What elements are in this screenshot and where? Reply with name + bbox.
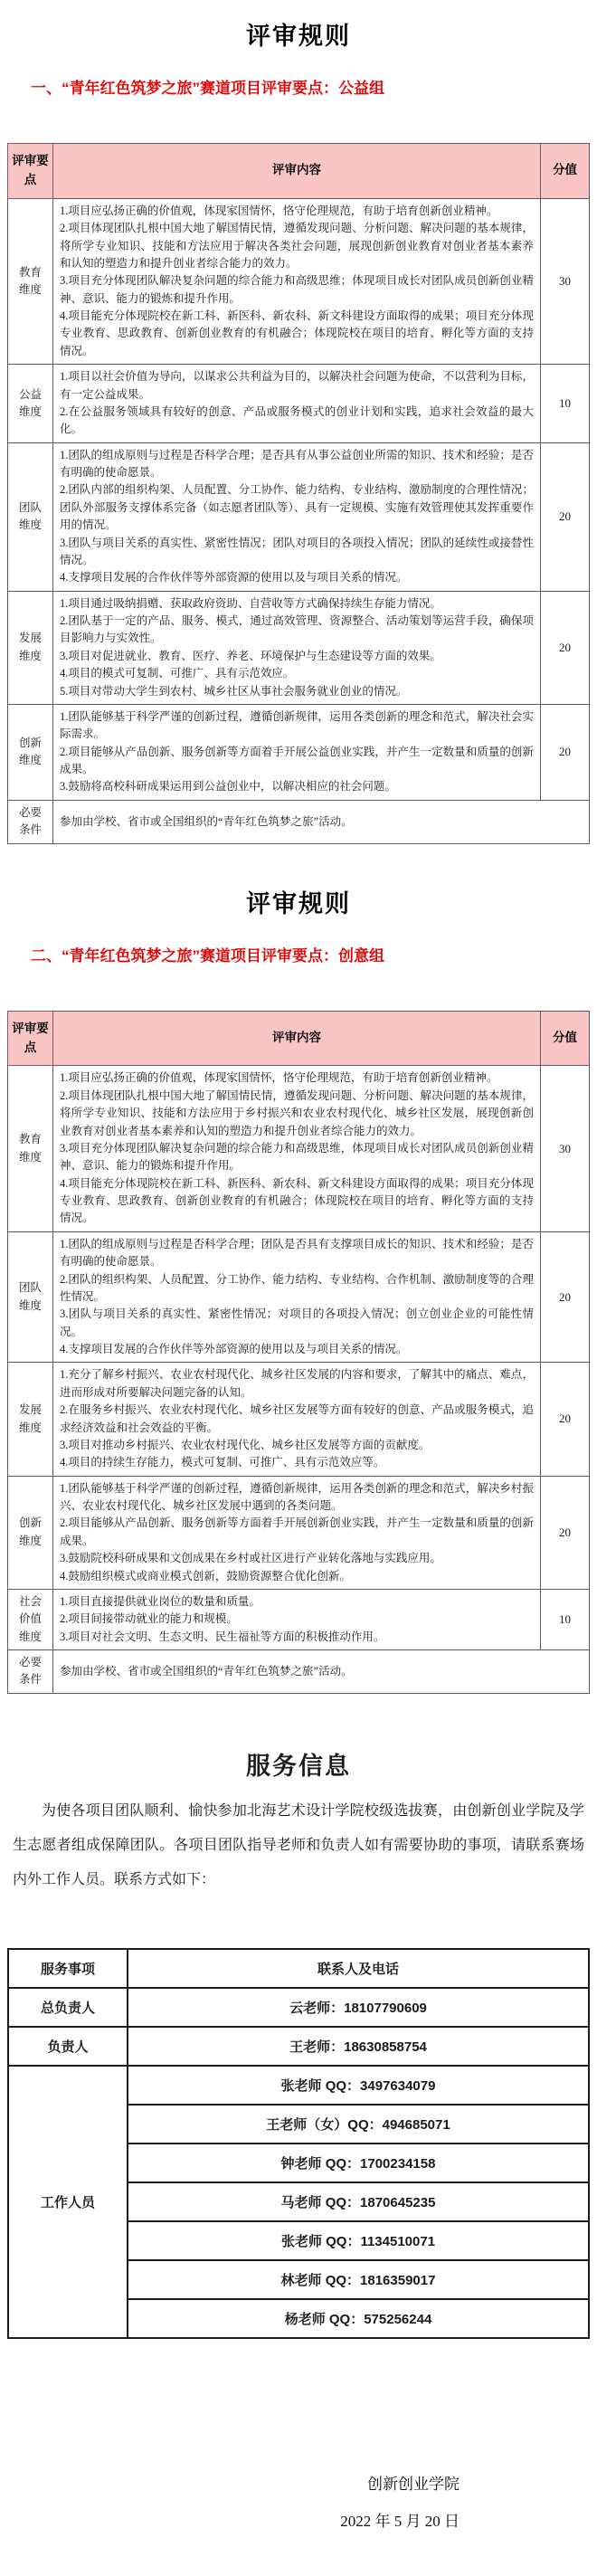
table-row bbox=[8, 1231, 590, 1363]
criteria-point: 发展维度 bbox=[18, 1403, 42, 1434]
criteria-point: 必要条件 bbox=[18, 1656, 42, 1687]
criteria-item: 4.项目能充分体现院校在新工科、新医科、新农科、新文科建设方面取得的成果；项目充分体现专业教育、思政教育、创新创业教育的有机融合；体现院校在项目的培育、孵化等方面的支持情况。 bbox=[60, 309, 534, 357]
criteria-point: 团队维度 bbox=[18, 1281, 42, 1312]
score-value: 30 bbox=[541, 198, 590, 364]
table-row bbox=[8, 1650, 590, 1694]
criteria-item: 1.项目通过吸纳捐赠、获取政府资助、自营收等方式确保持续生存能力情况。 bbox=[60, 596, 441, 610]
criteria-point: 团队维度 bbox=[18, 500, 42, 532]
criteria-point: 社会价值维度 bbox=[18, 1594, 42, 1643]
criteria-item: 2.项目能够从产品创新、服务创新等方面着手开展公益创业实践，并产生一定数量和质量的创新成果。 bbox=[60, 745, 534, 776]
contact-value: 杨老师 QQ：575256244 bbox=[128, 2299, 589, 2338]
contact-row bbox=[8, 2027, 589, 2066]
criteria-item: 5.项目对带动大学生到农村、城乡社区从事社会服务就业创业的情况。 bbox=[60, 684, 408, 698]
contact-role: 总负责人 bbox=[8, 1988, 128, 2027]
criteria-point: 创新维度 bbox=[18, 737, 42, 767]
criteria-item: 2.团队的组织构架、人员配置、分工协作、能力结构、专业结构、合作机制、激励制度等的合理性情况。 bbox=[60, 1272, 534, 1303]
score-value: 10 bbox=[541, 365, 590, 443]
criteria-item: 2.项目体现团队扎根中国大地了解国情民情，遵循发现问题、分析问题、解决问题的基本规律，将所学专业知识、技能和方法应用于乡村振兴和农业农村现代化、城乡社区发展，展现创新创业教育对创业者基本素养和认知的塑造力和提升创业者综合能力的效力。 bbox=[60, 1088, 534, 1137]
criteria-item: 1.项目以社会价值为导向，以谋求公共利益为目的，以解决社会问题为使命，不以营利为目标，有一定公益成果。 bbox=[60, 370, 534, 401]
contact-row bbox=[8, 1988, 589, 2027]
contact-value: 王老师（女）QQ：494685071 bbox=[128, 2105, 589, 2143]
service-info-paragraph: 为使各项目团队顺利、愉快参加北海艺术设计学院校级选拔赛，由创新创业学院及学生志愿者组成保障团队。各项目团队指导老师和负责人如有需要协助的事项，请联系赛场内外工作人员。联系方式如下： bbox=[13, 1802, 584, 1887]
criteria-point: 教育维度 bbox=[18, 265, 42, 297]
criteria-item: 4.鼓励组织模式或商业模式创新，鼓励资源整合优化创新。 bbox=[60, 1569, 351, 1583]
criteria-item: 3.鼓励将高校科研成果运用到公益创业中，以解决相应的社会问题。 bbox=[60, 780, 396, 794]
table-row bbox=[8, 1589, 590, 1649]
criteria-item: 1.项目应弘扬正确的价值观，体现家国情怀，恪守伦理规范，有助于培育创新创业精神。 bbox=[60, 204, 498, 217]
criteria-item: 1.充分了解乡村振兴、农业农村现代化、城乡社区发展的内容和要求，了解其中的痛点、难点，进而形成对所要解决问题完备的认知。 bbox=[60, 1368, 534, 1399]
contact-value: 林老师 QQ：1816359017 bbox=[128, 2260, 589, 2299]
table-row bbox=[8, 365, 590, 443]
column-header-score: 分值 bbox=[541, 144, 590, 199]
footer-organization: 创新创业学院 bbox=[367, 2475, 460, 2493]
criteria-item: 2.团队基于一定的产品、服务、模式，通过高效管理、资源整合、活动策划等运营手段，确保项目影响力与实效性。 bbox=[60, 614, 534, 645]
table-header-row bbox=[8, 144, 590, 199]
criteria-item: 1.团队的组成原则与过程是否科学合理；是否具有从事公益创业所需的知识、技术和经验；是否有明确的使命愿景。 bbox=[60, 448, 534, 480]
score-value: 10 bbox=[541, 1589, 590, 1649]
score-value: 20 bbox=[541, 1476, 590, 1589]
criteria-item: 2.项目间接带动就业的能力和规模。 bbox=[60, 1612, 238, 1626]
criteria-item: 3.团队与项目关系的真实性、紧密性情况；团队对项目的各项投入情况；团队的延续性或接替性情况。 bbox=[60, 536, 534, 566]
service-info-title: 服务信息 bbox=[246, 1752, 351, 1780]
page-title: 评审规则 bbox=[246, 889, 351, 917]
table-row bbox=[8, 704, 590, 800]
criteria-point: 创新维度 bbox=[18, 1516, 42, 1547]
criteria-item: 4.支撑项目发展的合作伙伴等外部资源的使用以及与项目关系的情况。 bbox=[60, 1343, 408, 1356]
column-header-point: 评审要点 bbox=[8, 1011, 53, 1066]
contact-value: 云老师：18107790609 bbox=[128, 1988, 589, 2027]
section-heading-gongyi: 一、“青年红色筑梦之旅”赛道项目评审要点：公益组 bbox=[31, 80, 384, 97]
contact-value: 马老师 QQ：1870645235 bbox=[128, 2182, 589, 2221]
criteria-item: 4.项目的持续生存能力，模式可复制、可推广、具有示范效应等。 bbox=[60, 1456, 385, 1469]
column-header-point: 评审要点 bbox=[8, 144, 53, 199]
table-row bbox=[8, 1476, 590, 1589]
table-row bbox=[8, 591, 590, 704]
criteria-item: 2.项目能够从产品创新、服务创新等方面着手开展创新创业实践，并产生一定数量和质量的创新成果。 bbox=[60, 1516, 534, 1547]
table-row bbox=[8, 442, 590, 591]
criteria-item: 3.项目对促进就业、教育、医疗、养老、环境保护与生态建设等方面的效果。 bbox=[60, 649, 441, 662]
table-row bbox=[8, 800, 590, 843]
contact-role: 工作人员 bbox=[8, 2066, 128, 2338]
criteria-item: 4.项目能充分体现院校在新工科、新医科、新农科、新文科建设方面取得的成果；项目充分体现专业教育、思政教育、创新创业教育的有机融合；体现院校在项目的培育、孵化等方面的支持情况。 bbox=[60, 1176, 534, 1225]
score-value: 20 bbox=[541, 704, 590, 800]
criteria-item: 1.项目应弘扬正确的价值观，体现家国情怀，恪守伦理规范，有助于培育创新创业精神。 bbox=[60, 1071, 498, 1085]
score-value: 30 bbox=[541, 1066, 590, 1231]
criteria-point: 公益维度 bbox=[18, 387, 42, 418]
table-row bbox=[8, 198, 590, 364]
table-header-row bbox=[8, 1011, 590, 1066]
contact-value: 张老师 QQ：1134510071 bbox=[128, 2221, 589, 2260]
page-title: 评审规则 bbox=[246, 23, 351, 50]
contact-value: 钟老师 QQ：1700234158 bbox=[128, 2143, 589, 2182]
contact-column-header-role: 服务事项 bbox=[8, 1949, 128, 1988]
score-value: 20 bbox=[541, 1363, 590, 1476]
criteria-point: 必要条件 bbox=[18, 805, 42, 837]
criteria-item: 3.项目充分体现团队解决复杂问题的综合能力和高级思维，体现项目成长对团队成员创新创业精神、意识、能力的锻炼和提升作用。 bbox=[60, 1141, 534, 1173]
criteria-item: 4.支撑项目发展的合作伙伴等外部资源的使用以及与项目关系的情况。 bbox=[60, 571, 408, 585]
criteria-item: 1.项目直接提供就业岗位的数量和质量。 bbox=[60, 1594, 261, 1608]
contact-table bbox=[7, 1948, 590, 2339]
footer-date: 2022 年 5 月 20 日 bbox=[340, 2512, 460, 2530]
criteria-item: 1.团队能够基于科学严谨的创新过程，遵循创新规律，运用各类创新的理念和范式，解决社会实际需求。 bbox=[60, 709, 534, 741]
criteria-item: 参加由学校、省市或全国组织的“青年红色筑梦之旅”活动。 bbox=[60, 814, 353, 828]
document-footer bbox=[0, 2466, 597, 2540]
criteria-item: 2.团队内部的组织构架、人员配置、分工协作、能力结构、专业结构、激励制度的合理性情况；团队外部服务支撑体系完备（如志愿者团队等）、具有一定规模、实施有效管理使其发挥重要作用的情况。 bbox=[60, 483, 534, 532]
criteria-point: 教育维度 bbox=[18, 1133, 42, 1164]
contact-header-row bbox=[8, 1949, 589, 1988]
column-header-score: 分值 bbox=[541, 1011, 590, 1066]
criteria-item: 3.团队与项目关系的真实性、紧密性情况；对项目的各项投入情况；创立创业企业的可能性情况。 bbox=[60, 1307, 534, 1338]
criteria-item: 1.团队的组成原则与过程是否科学合理；团队是否具有支撑项目成长的知识、技术和经验；是否有明确的使命愿景。 bbox=[60, 1237, 534, 1269]
rules-table-chuangyi bbox=[7, 1011, 590, 1694]
rules-table-gongyi bbox=[7, 143, 590, 844]
criteria-item: 3.鼓励院校科研成果和文创成果在乡村或社区进行产业转化落地与实践应用。 bbox=[60, 1552, 441, 1565]
criteria-item: 参加由学校、省市或全国组织的“青年红色筑梦之旅”活动。 bbox=[60, 1664, 353, 1678]
score-value: 20 bbox=[541, 1231, 590, 1363]
criteria-item: 3.项目对推动乡村振兴、农业农村现代化、城乡社区发展等方面的贡献度。 bbox=[60, 1438, 431, 1451]
criteria-point: 发展维度 bbox=[18, 632, 42, 662]
contact-value: 张老师 QQ：3497634079 bbox=[128, 2066, 589, 2105]
criteria-item: 3.项目充分体现团队解决复杂问题的综合能力和高级思维；体现项目成长对团队成员创新创业精神、意识、能力的锻炼和提升作用。 bbox=[60, 274, 534, 305]
table-row bbox=[8, 1066, 590, 1231]
score-value: 20 bbox=[541, 591, 590, 704]
contact-role: 负责人 bbox=[8, 2027, 128, 2066]
table-row bbox=[8, 1363, 590, 1476]
section-heading-chuangyi: 二、“青年红色筑梦之旅”赛道项目评审要点：创意组 bbox=[31, 946, 384, 965]
column-header-content: 评审内容 bbox=[53, 144, 541, 199]
criteria-item: 2.在公益服务领域具有较好的创意、产品或服务模式的创业计划和实践，追求社会效益的最大化。 bbox=[60, 404, 534, 436]
criteria-item: 2.在服务乡村振兴、农业农村现代化、城乡社区发展等方面有较好的创意、产品或服务模式，追求经济效益和社会效益的平衡。 bbox=[60, 1403, 534, 1434]
criteria-item: 1.团队能够基于科学严谨的创新过程，遵循创新规律，运用各类创新的理念和范式，解决乡村振兴、农业农村现代化、城乡社区发展中遇到的各类问题。 bbox=[60, 1481, 534, 1513]
contact-row bbox=[8, 2066, 589, 2105]
contact-value: 王老师：18630858754 bbox=[128, 2027, 589, 2066]
criteria-item: 4.项目的模式可复制、可推广、具有示范效应。 bbox=[60, 667, 295, 680]
criteria-item: 3.项目对社会文明、生态文明、民生福祉等方面的积极推动作用。 bbox=[60, 1630, 385, 1643]
column-header-content: 评审内容 bbox=[53, 1011, 541, 1066]
score-value: 20 bbox=[541, 442, 590, 591]
contact-column-header-phone: 联系人及电话 bbox=[128, 1949, 589, 1988]
criteria-item: 2.项目体现团队扎根中国大地了解国情民情，遵循发现问题、分析问题、解决问题的基本规律，将所学专业知识、技能和方法应用于解决各类社会问题，展现创新创业教育对创业者基本素养和认知的塑造力和提升创业者综合能力的效力。 bbox=[60, 222, 534, 270]
